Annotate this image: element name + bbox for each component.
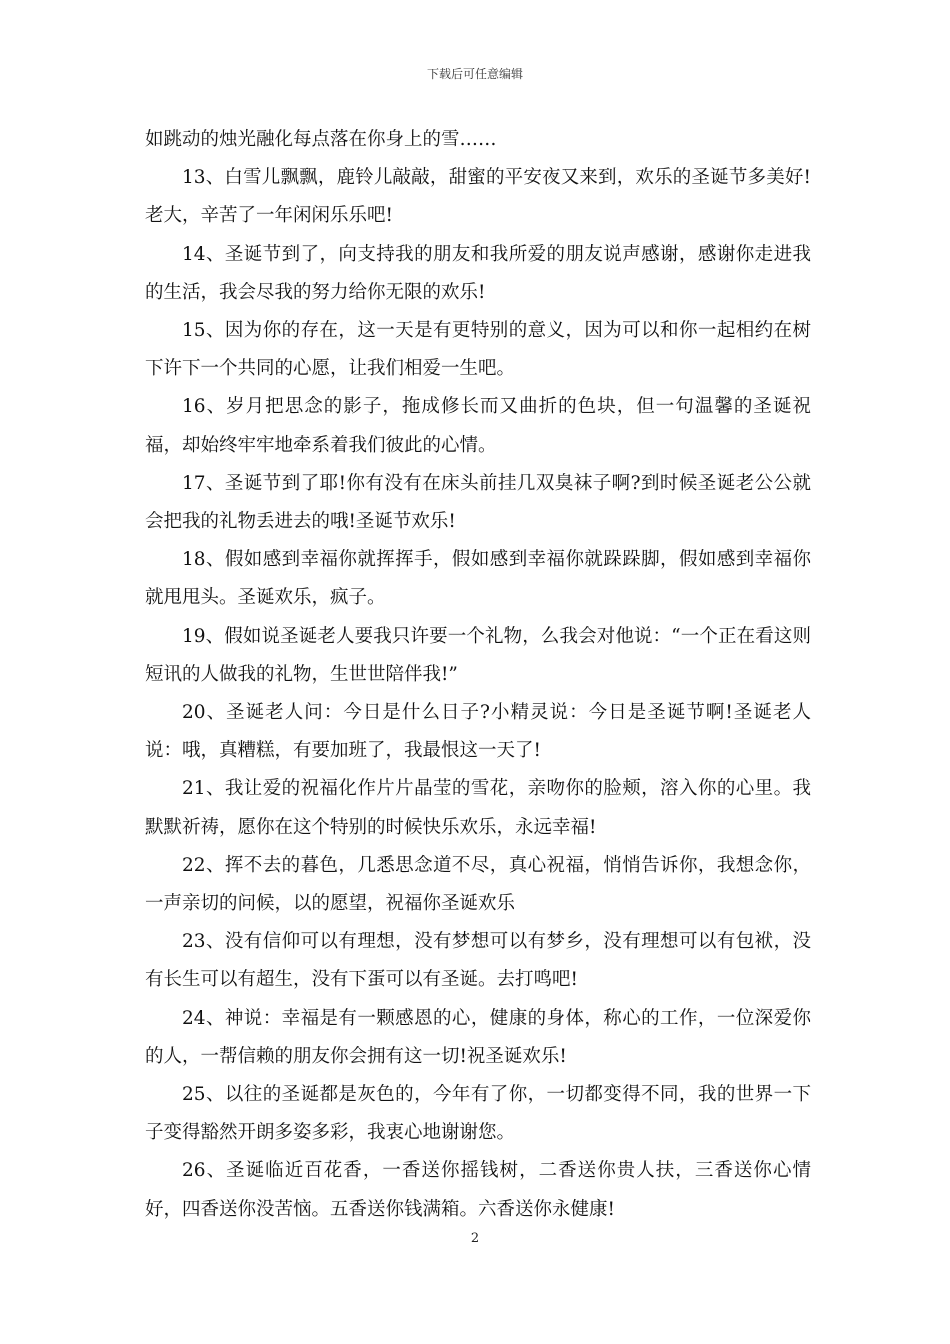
paragraph: 18、假如感到幸福你就挥挥手，假如感到幸福你就跺跺脚，假如感到幸福你就甩甩头。圣诞欢乐，疯子。: [145, 549, 811, 609]
paragraph: 17、圣诞节到了耶!你有没有在床头前挂几双臭袜子啊?到时候圣诞老公公就会把我的礼物丢进去的哦!圣诞节欢乐!: [145, 472, 811, 533]
paragraph: 14、圣诞节到了，向支持我的朋友和我所爱的朋友说声感谢，感谢你走进我的生活，我会尽我的努力给你无限的欢乐!: [145, 243, 811, 303]
paragraph: 21、我让爱的祝福化作片片晶莹的雪花，亲吻你的脸颊，溶入你的心里。我默默祈祷，愿你在这个特别的时候快乐欢乐，永远幸福!: [145, 778, 811, 838]
paragraph: 20、圣诞老人问：今日是什么日子?小精灵说：今日是圣诞节啊!圣诞老人说：哦，真糟糕，有要加班了，我最恨这一天了!: [145, 702, 811, 762]
paragraph: 15、因为你的存在，这一天是有更特别的意义，因为可以和你一起相约在树下许下一个共同的心愿，让我们相爱一生吧。: [145, 320, 811, 380]
paragraph: 25、以往的圣诞都是灰色的，今年有了你，一切都变得不同，我的世界一下子变得豁然开朗多姿多彩，我衷心地谢谢您。: [145, 1084, 811, 1144]
paragraph: 22、挥不去的暮色，几悉思念道不尽，真心祝福，悄悄告诉你，我想念你，一声亲切的问候，以的愿望，祝福你圣诞欢乐: [145, 854, 811, 915]
paragraph: 如跳动的烛光融化每点落在你身上的雪……: [145, 129, 497, 150]
paragraph: 16、岁月把思念的影子，拖成修长而又曲折的色块，但一句温馨的圣诞祝福，却始终牢牢地牵系着我们彼此的心情。: [145, 396, 811, 456]
paragraph: 23、没有信仰可以有理想，没有梦想可以有梦乡，没有理想可以有包袱，没有长生可以有超生，没有下蛋可以有圣诞。去打鸣吧!: [145, 931, 811, 991]
paragraph: 24、神说：幸福是有一颗感恩的心，健康的身体，称心的工作，一位深爱你的人，一帮信赖的朋友你会拥有这一切!祝圣诞欢乐!: [145, 1007, 811, 1067]
paragraph: 26、圣诞临近百花香，一香送你摇钱树，二香送你贵人扶，三香送你心情好，四香送你没苦恼。五香送你钱满箱。六香送你永健康!: [145, 1160, 811, 1220]
page-header: 下载后可任意编辑: [426, 67, 523, 81]
page-number: 2: [470, 1231, 480, 1246]
paragraph: 19、假如说圣诞老人要我只许要一个礼物，么我会对他说：“一个正在看这则短讯的人做我的礼物，生世世陪伴我!”: [145, 625, 811, 685]
document-body: [145, 121, 811, 1229]
paragraph: 13、白雪儿飘飘，鹿铃儿敲敲，甜蜜的平安夜又来到，欢乐的圣诞节多美好!老大，辛苦了一年闲闲乐乐吧!: [145, 167, 811, 227]
